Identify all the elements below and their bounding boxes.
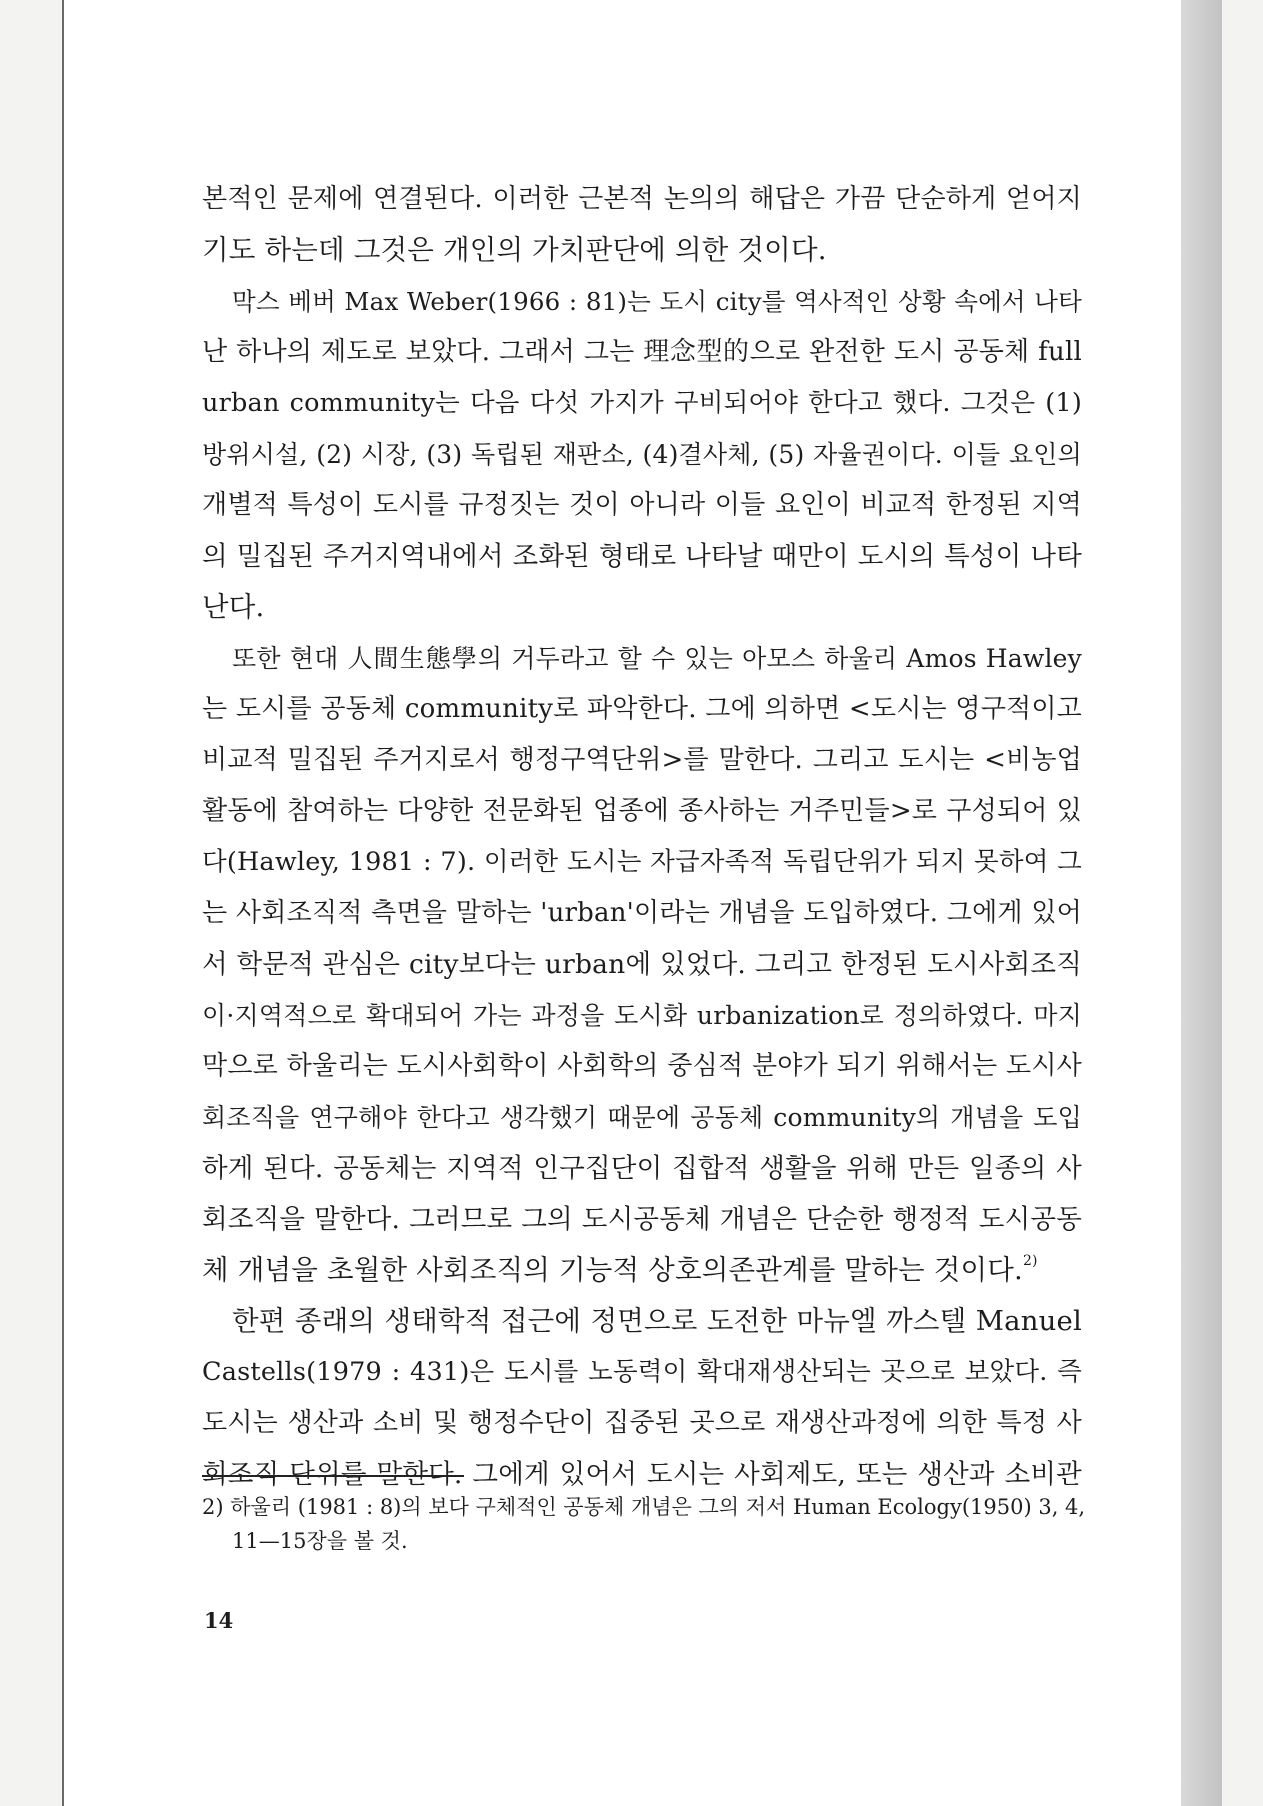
text-line: 개별적 특성이 도시를 규정짓는 것이 아니라 이들 요인이 비교적 한정된 지역 xyxy=(202,490,1082,520)
paragraph xyxy=(202,1296,1082,1500)
text-line: 도시는 생산과 소비 및 행정수단이 집중된 곳으로 재생산과정에 의한 특정 사 xyxy=(202,1408,1082,1438)
text-line: 막스 베버 Max Weber(1966 : 81)는 도시 city를 역사적인 상황 속에서 나타 xyxy=(232,287,1082,316)
text-line: urban community는 다음 다섯 가지가 구비되어야 한다고 했다. 그것은 (1) xyxy=(202,388,1082,418)
text-line: 다(Hawley, 1981 : 7). 이러한 도시는 자급자족적 독립단위가 되지 못하여 그 xyxy=(202,847,1082,877)
text-line: 방위시설, (2) 시장, (3) 독립된 재판소, (4)결사체, (5) 자율권이다. 이들 요인의 xyxy=(202,440,1082,469)
text-line: 기도 하는데 그것은 개인의 가치판단에 의한 것이다. xyxy=(202,234,827,266)
paragraph xyxy=(202,174,1082,276)
text-line: 서 학문적 관심은 city보다는 urban에 있었다. 그리고 한정된 도시사회조직 xyxy=(202,949,1082,980)
paragraph xyxy=(202,633,1082,1296)
footnote-reference: 2) xyxy=(1022,1253,1038,1269)
body-text xyxy=(202,174,1082,1500)
text-line: 는 도시를 공동체 community로 파악한다. 그에 의하면 <도시는 영구적이고 xyxy=(202,694,1082,724)
text-line: 는 사회조직적 측면을 말하는 'urban'이라는 개념을 도입하였다. 그에게 있어 xyxy=(202,898,1082,928)
text-line: 또한 현대 人間生態學의 거두라고 할 수 있는 아모스 하울리 Amos Hawley xyxy=(232,644,1082,673)
text-line: 회조직을 연구해야 한다고 생각했기 때문에 공동체 community의 개념을 도입 xyxy=(202,1103,1082,1132)
text-line: 한편 종래의 생태학적 접근에 정면으로 도전한 마뉴엘 까스텔 Manuel xyxy=(232,1305,1082,1337)
text-line: 난다. xyxy=(202,591,265,623)
text-line: 본적인 문제에 연결된다. 이러한 근본적 논의의 해답은 가끔 단순하게 얻어지 xyxy=(202,184,1082,214)
text-line: 활동에 참여하는 다양한 전문화된 업종에 종사하는 거주민들>로 구성되어 있 xyxy=(202,796,1082,826)
text-line: 비교적 밀집된 주거지로서 행정구역단위>를 말한다. 그리고 도시는 <비농업 xyxy=(202,745,1082,775)
text-line: 체 개념을 초월한 사회조직의 기능적 상호의존관계를 말하는 것이다. xyxy=(202,1254,1023,1286)
text-line: 막으로 하울리는 도시사회학이 사회학의 중심적 분야가 되기 위해서는 도시사 xyxy=(202,1051,1082,1081)
page-edge-shadow xyxy=(1181,0,1222,1806)
footnote xyxy=(202,1490,1086,1558)
text-line: 하게 된다. 공동체는 지역적 인구집단이 집합적 생활을 위해 만든 일종의 사 xyxy=(202,1153,1082,1184)
text-line-with-footnote xyxy=(202,1245,1082,1296)
text-line: 의 밀집된 주거지역내에서 조화된 형태로 나타날 때만이 도시의 특성이 나타 xyxy=(202,541,1082,572)
footnote-divider xyxy=(202,1475,464,1477)
text-line: 이·지역적으로 확대되어 가는 과정을 도시화 urbanization로 정의하였다. 마지 xyxy=(202,1001,1082,1030)
page-number: 14 xyxy=(204,1608,234,1633)
paragraph xyxy=(202,276,1082,633)
text-line: 회조직 단위를 말한다. 그에게 있어서 도시는 사회제도, 또는 생산과 소비관 xyxy=(202,1459,1082,1490)
text-line: 회조직을 말한다. 그러므로 그의 도시공동체 개념은 단순한 행정적 도시공동 xyxy=(202,1204,1082,1235)
text-line: 난 하나의 제도로 보았다. 그래서 그는 理念型的으로 완전한 도시 공동체 full xyxy=(202,337,1082,367)
text-line: Castells(1979 : 431)은 도시를 노동력이 확대재생산되는 곳으로 보았다. 즉 xyxy=(202,1357,1082,1387)
footnote-line: 2) 하울리 (1981 : 8)의 보다 구체적인 공동체 개념은 그의 저서 Human Ecology(1950) 3, 4, xyxy=(202,1495,1086,1519)
footnote-line: 11—15장을 볼 것. xyxy=(232,1529,408,1553)
